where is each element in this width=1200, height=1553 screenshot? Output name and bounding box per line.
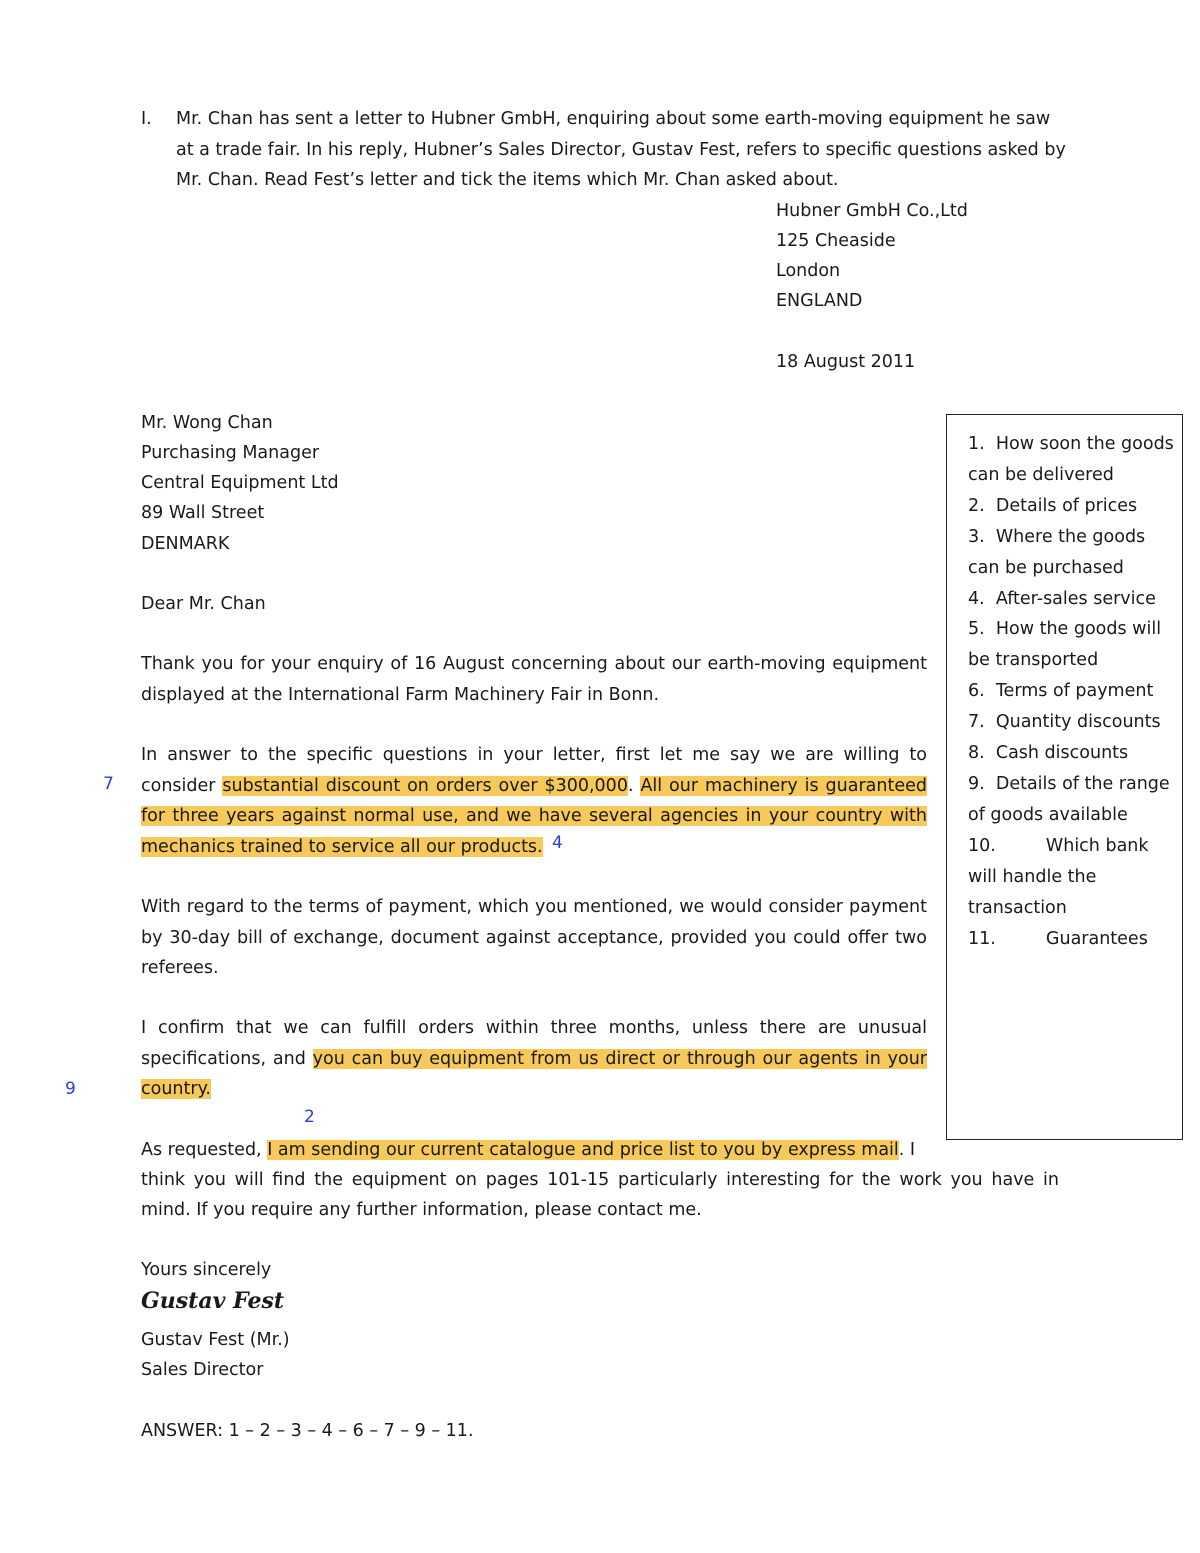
checklist-item[interactable]: 6. Terms of payment (968, 681, 1154, 702)
sender-country: ENGLAND (776, 291, 863, 311)
paragraph-1: Thank you for your enquiry of 16 August concerning about our earth-moving equipment displayed at the International Farm Machinery Fair in Bonn. (141, 654, 927, 705)
recipient-name: Mr. Wong Chan (141, 413, 273, 433)
highlight-discount: substantial discount on orders over $300,000 (222, 775, 628, 796)
annotation-2: 2 (304, 1107, 315, 1127)
checklist-item[interactable]: 3. Where the goods can be purchased (968, 526, 1146, 578)
signature: Gustav Fest (141, 1288, 284, 1314)
p5-line-2: think you will find the equipment on pages 101-15 particularly interesting for the work you have in (141, 1170, 1059, 1190)
p5-line-3: mind. If you require any further information, please contact me. (141, 1200, 702, 1220)
signer-title: Sales Director (141, 1360, 264, 1380)
instruction-number: I. (141, 109, 152, 129)
instruction-line-1: Mr. Chan has sent a letter to Hubner GmbH, enquiring about some earth-moving equipment he saw (176, 109, 1051, 129)
instruction-line-3: Mr. Chan. Read Fest’s letter and tick the items which Mr. Chan asked about. (176, 170, 839, 190)
p5-line-1 (141, 1135, 915, 1165)
checklist-item[interactable]: 11. Guarantees (968, 928, 1148, 949)
paragraph-4 (141, 1013, 927, 1105)
highlight-catalogue: I am sending our current catalogue and price list to you by express mail (267, 1140, 899, 1160)
sender-city: London (776, 261, 841, 281)
checklist-item[interactable]: 7. Quantity discounts (968, 712, 1161, 733)
recipient-title: Purchasing Manager (141, 443, 320, 463)
answer-line: ANSWER: 1 – 2 – 3 – 4 – 6 – 7 – 9 – 11. (141, 1421, 474, 1441)
salutation: Dear Mr. Chan (141, 594, 266, 614)
checklist-item[interactable]: 2. Details of prices (968, 495, 1138, 516)
paragraph-3: With regard to the terms of payment, which you mentioned, we would consider payment by 30-day bill of exchange, document against acceptance, provided you could offer two referees. (141, 897, 927, 978)
recipient-street: 89 Wall Street (141, 503, 265, 523)
highlight-purchase-agents: you can buy equipment from us direct or through our agents in your country. (141, 1048, 927, 1099)
sender-company: Hubner GmbH Co.,Ltd (776, 201, 968, 221)
recipient-country: DENMARK (141, 534, 230, 554)
p5-text-a: As requested, (141, 1140, 268, 1160)
signer-name: Gustav Fest (Mr.) (141, 1330, 290, 1350)
checklist-item[interactable]: 8. Cash discounts (968, 743, 1129, 764)
paragraph-2 (141, 740, 927, 862)
checklist-item[interactable]: 5. How the goods will be transported (968, 619, 1162, 671)
checklist-item[interactable]: 1. How soon the goods can be delivered (968, 434, 1174, 485)
checklist-box (946, 414, 1183, 1140)
checklist-item[interactable]: 10. Which bank will handle the transaction (968, 835, 1149, 918)
letter-date: 18 August 2011 (776, 352, 916, 372)
checklist-item[interactable]: 9. Details of the range of goods available (968, 773, 1170, 825)
checklist-item[interactable]: 4. After-sales service (968, 588, 1156, 609)
p4-text-a: I confirm that we can fulfill orders within three months, unless there are unusual specifications, and (141, 1018, 927, 1069)
instruction-line-2: at a trade fair. In his reply, Hubner’s Sales Director, Gustav Fest, refers to specific questions asked by (176, 140, 1066, 160)
annotation-4: 4 (552, 833, 563, 853)
sender-street: 125 Cheaside (776, 231, 896, 251)
highlight-guarantee-service: All our machinery is guaranteed for three years against normal use, and we have several agencies in your country with mechanics trained to service all our products. (141, 775, 927, 857)
closing: Yours sincerely (141, 1260, 272, 1280)
recipient-company: Central Equipment Ltd (141, 473, 339, 493)
p2-text-b: . (627, 775, 641, 796)
annotation-7: 7 (103, 774, 114, 794)
annotation-9: 9 (65, 1079, 76, 1099)
p2-text-a: In answer to the specific questions in your letter, first let me say we are willing to consider (141, 745, 927, 796)
p5-text-b: . I (898, 1140, 916, 1160)
